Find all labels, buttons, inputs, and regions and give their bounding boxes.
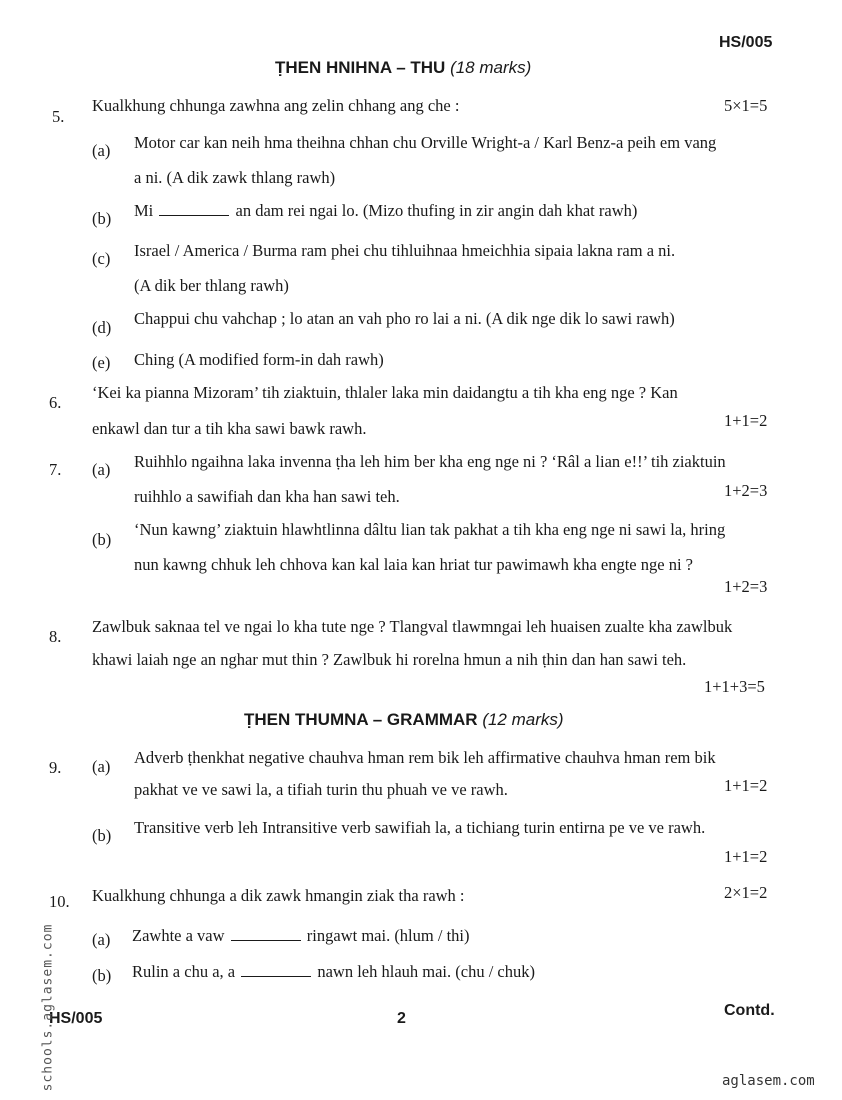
sentence-start: Rulin a chu a, a — [132, 962, 236, 981]
sub-text: ruihhlo a sawifiah dan kha han sawi teh. — [134, 487, 400, 506]
question-number: 10. — [49, 892, 70, 911]
sub-label: (b) — [92, 966, 112, 985]
question-marks: 1+1=2 — [724, 847, 768, 866]
section-title-text: ṬHEN THUMNA – GRAMMAR — [244, 710, 478, 729]
question-number: 6. — [49, 393, 62, 412]
fill-in-sentence — [134, 201, 637, 221]
question-marks: 1+2=3 — [724, 481, 768, 500]
question-number: 8. — [49, 627, 62, 646]
question-marks: 1+1=2 — [724, 776, 768, 795]
page-number: 2 — [397, 1010, 406, 1027]
paper-code-footer: HS/005 — [49, 1010, 103, 1027]
sub-label: (a) — [92, 757, 111, 776]
sentence-end: nawn leh hlauh mai. (chu / chuk) — [317, 962, 535, 981]
question-number: 5. — [52, 107, 65, 126]
sentence-start: Mi — [134, 201, 154, 220]
fill-in-sentence — [132, 962, 535, 982]
sub-text: nun kawng chhuk leh chhova kan kal laia kan hriat tur pawimawh kha engte nge ni ? — [134, 555, 693, 574]
sub-text: Transitive verb leh Intransitive verb sawifiah la, a tichiang turin entirna pe ve ve rawh. — [134, 818, 706, 837]
section-title-grammar — [244, 710, 564, 730]
sub-label: (a) — [92, 460, 111, 479]
sub-text: a ni. (A dik zawk thlang rawh) — [134, 168, 336, 187]
sentence-end: an dam rei ngai lo. (Mizo thufing in zir angin dah khat rawh) — [235, 201, 638, 220]
side-watermark: schools.aglasem.com — [40, 923, 56, 1092]
sub-label: (a) — [92, 930, 111, 949]
question-marks: 1+2=3 — [724, 577, 768, 596]
question-text: enkawl dan tur a tih kha sawi bawk rawh. — [92, 419, 367, 438]
question-marks: 5×1=5 — [724, 96, 768, 115]
sub-label: (a) — [92, 141, 111, 160]
section-title-thu — [275, 58, 531, 78]
question-text: Zawlbuk saknaa tel ve ngai lo kha tute nge ? Tlangval tlawmngai leh huaisen zualte kha zawlbuk — [92, 617, 733, 636]
sub-text: (A dik ber thlang rawh) — [134, 276, 289, 295]
question-marks: 2×1=2 — [724, 883, 768, 902]
sub-text: Ching (A modified form-in dah rawh) — [134, 350, 384, 369]
question-text: khawi laiah nge an nghar mut thin ? Zawlbuk hi rorelna hmun a nih ṭhin dan han sawi teh. — [92, 650, 687, 669]
sub-text: pakhat ve ve sawi la, a tifiah turin thu phuah ve ve rawh. — [134, 780, 508, 799]
sentence-start: Zawhte a vaw — [132, 926, 225, 945]
section-title-text: ṬHEN HNIHNA – THU — [275, 58, 446, 77]
question-marks: 1+1+3=5 — [704, 677, 765, 696]
sub-label: (b) — [92, 209, 112, 228]
sub-text: ‘Nun kawng’ ziaktuin hlawhtlinna dâltu lian tak pakhat a tih kha eng nge ni sawi la, hring — [134, 520, 726, 539]
sub-label: (c) — [92, 249, 111, 268]
question-text: Kualkhung chhunga zawhna ang zelin chhang ang che : — [92, 96, 460, 115]
sub-text: Motor car kan neih hma theihna chhan chu Orville Wright-a / Karl Benz-a peih em vang — [134, 133, 717, 152]
answer-blank — [231, 928, 301, 941]
question-text: ‘Kei ka pianna Mizoram’ tih ziaktuin, thlaler laka min daidangtu a tih kha eng nge ? Kan — [92, 383, 678, 402]
section-marks: (18 marks) — [450, 58, 532, 77]
sub-text: Israel / America / Burma ram phei chu tihluihnaa hmeichhia sipaia lakna ram a ni. — [134, 241, 676, 260]
sub-label: (b) — [92, 530, 112, 549]
sub-text: Ruihhlo ngaihna laka invenna ṭha leh him ber kha eng nge ni ? ‘Râl a lian e!!’ tih ziaktuin — [134, 452, 726, 471]
section-marks: (12 marks) — [482, 710, 564, 729]
fill-in-sentence — [132, 926, 469, 946]
answer-blank — [241, 964, 311, 977]
sub-label: (d) — [92, 318, 112, 337]
question-number: 9. — [49, 758, 62, 777]
sub-text: Adverb ṭhenkhat negative chauhva hman rem bik leh affirmative chauhva hman rem bik — [134, 748, 716, 767]
sub-label: (e) — [92, 353, 111, 372]
question-number: 7. — [49, 460, 62, 479]
sub-text: Chappui chu vahchap ; lo atan an vah pho ro lai a ni. (A dik nge dik lo sawi rawh) — [134, 309, 675, 328]
sub-label: (b) — [92, 826, 112, 845]
question-text: Kualkhung chhunga a dik zawk hmangin ziak tha rawh : — [92, 886, 465, 905]
answer-blank — [159, 203, 229, 216]
question-marks: 1+1=2 — [724, 411, 768, 430]
paper-code-header: HS/005 — [719, 34, 773, 51]
sentence-end: ringawt mai. (hlum / thi) — [306, 926, 470, 945]
bottom-watermark: aglasem.com — [722, 1073, 815, 1089]
continued-label: Contd. — [724, 1002, 775, 1019]
